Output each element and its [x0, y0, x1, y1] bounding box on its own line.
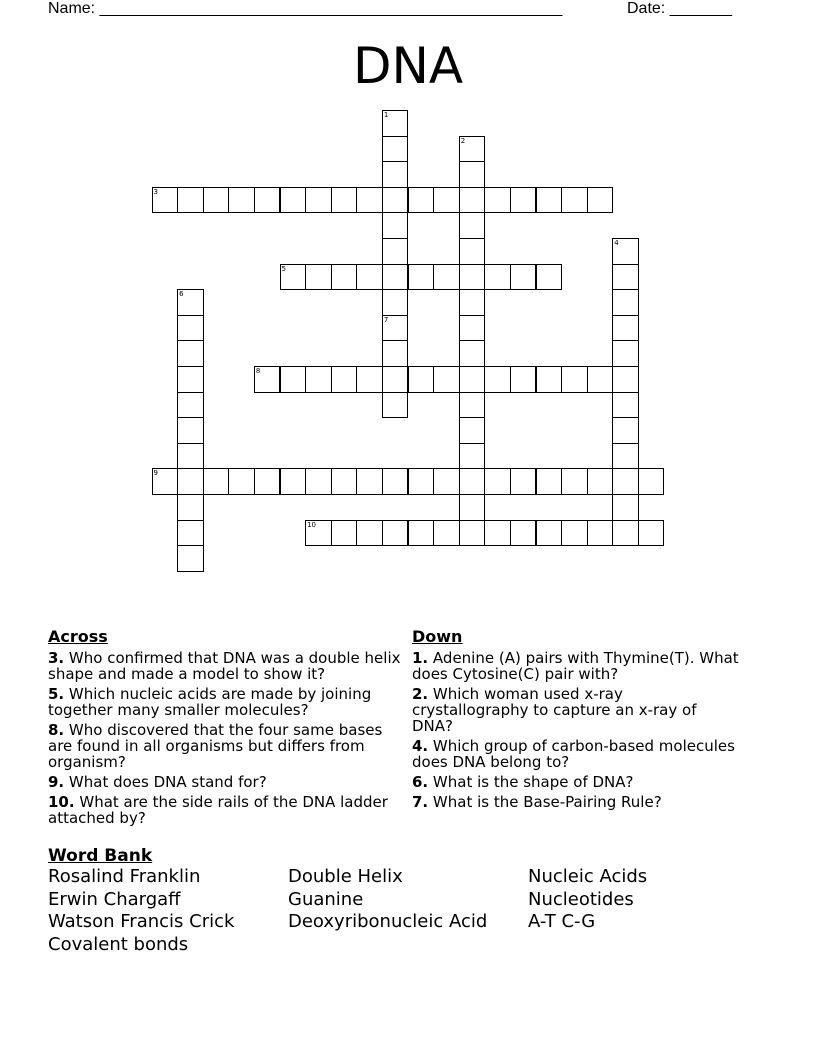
grid-cell[interactable]	[177, 494, 204, 521]
grid-cell[interactable]	[612, 340, 639, 367]
clue-text: Adenine (A) pairs with Thymine(T). What does Cytosine(C) pair with?	[412, 649, 739, 683]
grid-cell[interactable]	[305, 187, 332, 214]
clue-number: 8.	[48, 721, 65, 739]
grid-cell[interactable]	[408, 468, 435, 495]
grid-cell[interactable]	[382, 187, 409, 214]
down-clue	[412, 774, 742, 790]
grid-clue-number: 8	[255, 367, 261, 375]
grid-cell[interactable]	[459, 136, 486, 163]
grid-cell[interactable]	[177, 340, 204, 367]
grid-clue-number: 6	[179, 290, 184, 299]
grid-cell[interactable]	[331, 264, 358, 291]
grid-cell[interactable]	[459, 315, 486, 342]
grid-cell[interactable]	[536, 468, 563, 495]
grid-cell[interactable]	[177, 392, 204, 419]
grid-cell[interactable]	[433, 468, 460, 495]
grid-cell[interactable]	[331, 468, 358, 495]
grid-cell[interactable]	[510, 187, 537, 214]
grid-cell[interactable]	[459, 264, 486, 291]
across-clues	[48, 628, 408, 830]
grid-cell[interactable]	[382, 110, 409, 137]
grid-cell[interactable]	[280, 366, 307, 393]
grid-cell[interactable]	[587, 520, 614, 547]
grid-cell[interactable]	[254, 468, 281, 495]
page-title: DNA	[352, 37, 464, 95]
grid-cell[interactable]	[510, 468, 537, 495]
grid-cell[interactable]	[612, 392, 639, 419]
grid-clue-number: 7	[383, 315, 389, 324]
word-bank-item: Double Helix	[288, 866, 403, 887]
grid-cell[interactable]	[305, 264, 332, 291]
grid-cell[interactable]	[382, 212, 409, 239]
grid-cell[interactable]	[536, 264, 563, 291]
down-clue	[412, 686, 742, 734]
clue-number: 9.	[48, 773, 65, 791]
grid-cell[interactable]	[382, 161, 409, 188]
grid-cell[interactable]	[177, 443, 204, 470]
grid-cell[interactable]	[536, 366, 563, 393]
grid-cell[interactable]	[177, 520, 204, 547]
grid-clue-number: 4	[614, 239, 619, 247]
grid-cell[interactable]	[382, 264, 409, 291]
grid-cell[interactable]	[433, 366, 460, 393]
grid-cell[interactable]	[612, 366, 639, 393]
grid-cell[interactable]	[510, 366, 537, 393]
word-bank-item: Guanine	[288, 888, 364, 910]
clue-text: Who confirmed that DNA was a double helix shape and made a model to show it?	[48, 649, 401, 683]
word-bank-item: Rosalind Franklin	[48, 866, 201, 887]
grid-cell[interactable]	[177, 315, 204, 342]
grid-cell[interactable]	[638, 520, 665, 547]
grid-cell[interactable]	[561, 520, 588, 547]
grid-cell[interactable]	[459, 212, 486, 239]
grid-cell[interactable]	[587, 366, 614, 393]
grid-cell[interactable]	[459, 289, 486, 316]
grid-cell[interactable]	[305, 366, 332, 393]
clue-text: What are the side rails of the DNA ladder attached by?	[48, 793, 388, 827]
grid-cell[interactable]	[305, 468, 332, 495]
word-bank-item: Erwin Chargaff	[48, 888, 181, 910]
grid-cell[interactable]	[382, 520, 409, 547]
clue-text: What does DNA stand for?	[68, 773, 267, 791]
grid-cell[interactable]	[408, 520, 435, 547]
word-bank-item: A-T C-G	[528, 911, 596, 932]
clue-number: 2.	[412, 685, 429, 703]
grid-cell[interactable]	[305, 520, 332, 547]
grid-cell[interactable]	[177, 366, 204, 393]
clue-text: Who discovered that the four same bases are found in all organisms but differs from organism?	[48, 721, 383, 771]
grid-cell[interactable]	[433, 264, 460, 291]
date-field-label[interactable]: Date: _______	[627, 0, 732, 17]
grid-clue-number: 3	[153, 187, 158, 196]
down-clue	[412, 650, 742, 682]
grid-cell[interactable]	[510, 520, 537, 547]
grid-cell[interactable]	[228, 187, 255, 214]
grid-clue-number: 5	[281, 264, 286, 273]
grid-cell[interactable]	[459, 520, 486, 547]
grid-cell[interactable]	[459, 161, 486, 188]
grid-cell[interactable]	[459, 366, 486, 393]
clue-text: Which group of carbon-based molecules does DNA belong to?	[412, 737, 735, 771]
down-clue	[412, 738, 742, 770]
word-bank-item: Covalent bonds	[48, 933, 189, 955]
grid-cell[interactable]	[382, 340, 409, 367]
grid-cell[interactable]	[612, 417, 639, 444]
clue-number: 7.	[412, 793, 429, 811]
grid-cell[interactable]	[254, 187, 281, 214]
grid-cell[interactable]	[382, 315, 409, 342]
grid-cell[interactable]	[280, 187, 307, 214]
grid-cell[interactable]	[382, 289, 409, 316]
grid-cell[interactable]	[203, 187, 230, 214]
grid-cell[interactable]	[638, 468, 665, 495]
grid-cell[interactable]	[356, 187, 383, 214]
grid-cell[interactable]	[177, 468, 204, 495]
clue-text: Which woman used x-ray crystallography to capture an x-ray of DNA?	[412, 685, 697, 735]
clue-number: 10.	[48, 793, 75, 811]
grid-cell[interactable]	[459, 494, 486, 521]
across-clue	[48, 794, 408, 826]
grid-cell[interactable]	[382, 392, 409, 419]
word-bank-item: Nucleotides	[528, 888, 634, 910]
word-bank-heading: Word Bank	[48, 846, 153, 866]
grid-cell[interactable]	[510, 264, 537, 291]
grid-cell[interactable]	[280, 468, 307, 495]
grid-cell[interactable]	[484, 468, 511, 495]
word-bank-column	[288, 866, 487, 934]
grid-cell[interactable]	[484, 366, 511, 393]
grid-cell[interactable]	[459, 187, 486, 214]
grid-cell[interactable]	[587, 187, 614, 214]
word-bank-item: Watson Francis Crick	[48, 911, 235, 932]
down-clue	[412, 794, 742, 810]
clue-number: 5.	[48, 685, 65, 703]
grid-cell[interactable]	[228, 468, 255, 495]
across-clue	[48, 722, 408, 770]
grid-clue-number: 1	[383, 111, 389, 119]
grid-cell[interactable]	[484, 187, 511, 214]
grid-cell[interactable]	[408, 264, 435, 291]
across-heading: Across	[48, 627, 108, 646]
grid-cell[interactable]	[408, 187, 435, 214]
grid-cell[interactable]	[459, 443, 486, 470]
grid-cell[interactable]	[433, 520, 460, 547]
clue-number: 3.	[48, 649, 65, 667]
across-clue	[48, 774, 408, 790]
name-field-label[interactable]: Name: ____________________________________________________	[48, 0, 563, 17]
across-clue	[48, 650, 408, 682]
grid-cell[interactable]	[382, 238, 409, 265]
grid-cell[interactable]	[356, 264, 383, 291]
grid-cell[interactable]	[177, 417, 204, 444]
grid-cell[interactable]	[152, 468, 179, 495]
grid-cell[interactable]	[612, 238, 639, 265]
down-clues	[412, 628, 742, 814]
grid-cell[interactable]	[459, 340, 486, 367]
grid-cell[interactable]	[331, 187, 358, 214]
grid-cell[interactable]	[612, 520, 639, 547]
grid-cell[interactable]	[612, 289, 639, 316]
clue-text: What is the shape of DNA?	[432, 773, 634, 791]
grid-cell[interactable]	[177, 289, 204, 316]
grid-cell[interactable]	[177, 545, 204, 572]
grid-cell[interactable]	[331, 520, 358, 547]
word-bank-column	[528, 866, 647, 934]
clue-number: 1.	[412, 649, 429, 667]
grid-cell[interactable]	[408, 366, 435, 393]
grid-cell[interactable]	[177, 187, 204, 214]
grid-cell[interactable]	[612, 443, 639, 470]
clue-text: Which nucleic acids are made by joining together many smaller molecules?	[48, 685, 372, 719]
grid-cell[interactable]	[459, 238, 486, 265]
word-bank-item: Nucleic Acids	[528, 866, 648, 887]
grid-cell[interactable]	[382, 136, 409, 163]
grid-cell[interactable]	[152, 187, 179, 214]
grid-cell[interactable]	[433, 187, 460, 214]
grid-cell[interactable]	[536, 187, 563, 214]
clue-number: 6.	[412, 773, 429, 791]
grid-cell[interactable]	[587, 468, 614, 495]
grid-cell[interactable]	[536, 520, 563, 547]
grid-cell[interactable]	[280, 264, 307, 291]
word-bank-item: Deoxyribonucleic Acid	[288, 911, 488, 932]
grid-cell[interactable]	[356, 520, 383, 547]
down-heading: Down	[412, 627, 463, 646]
grid-cell[interactable]	[459, 468, 486, 495]
grid-cell[interactable]	[484, 264, 511, 291]
clue-text: What is the Base-Pairing Rule?	[432, 793, 662, 811]
grid-cell[interactable]	[382, 366, 409, 393]
grid-clue-number: 2	[460, 136, 466, 145]
clue-number: 4.	[412, 737, 429, 755]
grid-cell[interactable]	[459, 392, 486, 419]
grid-cell[interactable]	[561, 468, 588, 495]
grid-cell[interactable]	[484, 520, 511, 547]
grid-cell[interactable]	[382, 468, 409, 495]
grid-cell[interactable]	[612, 315, 639, 342]
across-clue	[48, 686, 408, 718]
grid-cell[interactable]	[612, 468, 639, 495]
grid-cell[interactable]	[203, 468, 230, 495]
grid-cell[interactable]	[331, 366, 358, 393]
grid-cell[interactable]	[561, 187, 588, 214]
grid-cell[interactable]	[561, 366, 588, 393]
grid-cell[interactable]	[612, 264, 639, 291]
grid-cell[interactable]	[356, 468, 383, 495]
word-bank-column	[48, 866, 234, 956]
grid-cell[interactable]	[459, 417, 486, 444]
grid-clue-number: 10	[307, 520, 317, 529]
grid-clue-number: 9	[153, 469, 158, 478]
grid-cell[interactable]	[254, 366, 281, 393]
grid-cell[interactable]	[612, 494, 639, 521]
grid-cell[interactable]	[356, 366, 383, 393]
